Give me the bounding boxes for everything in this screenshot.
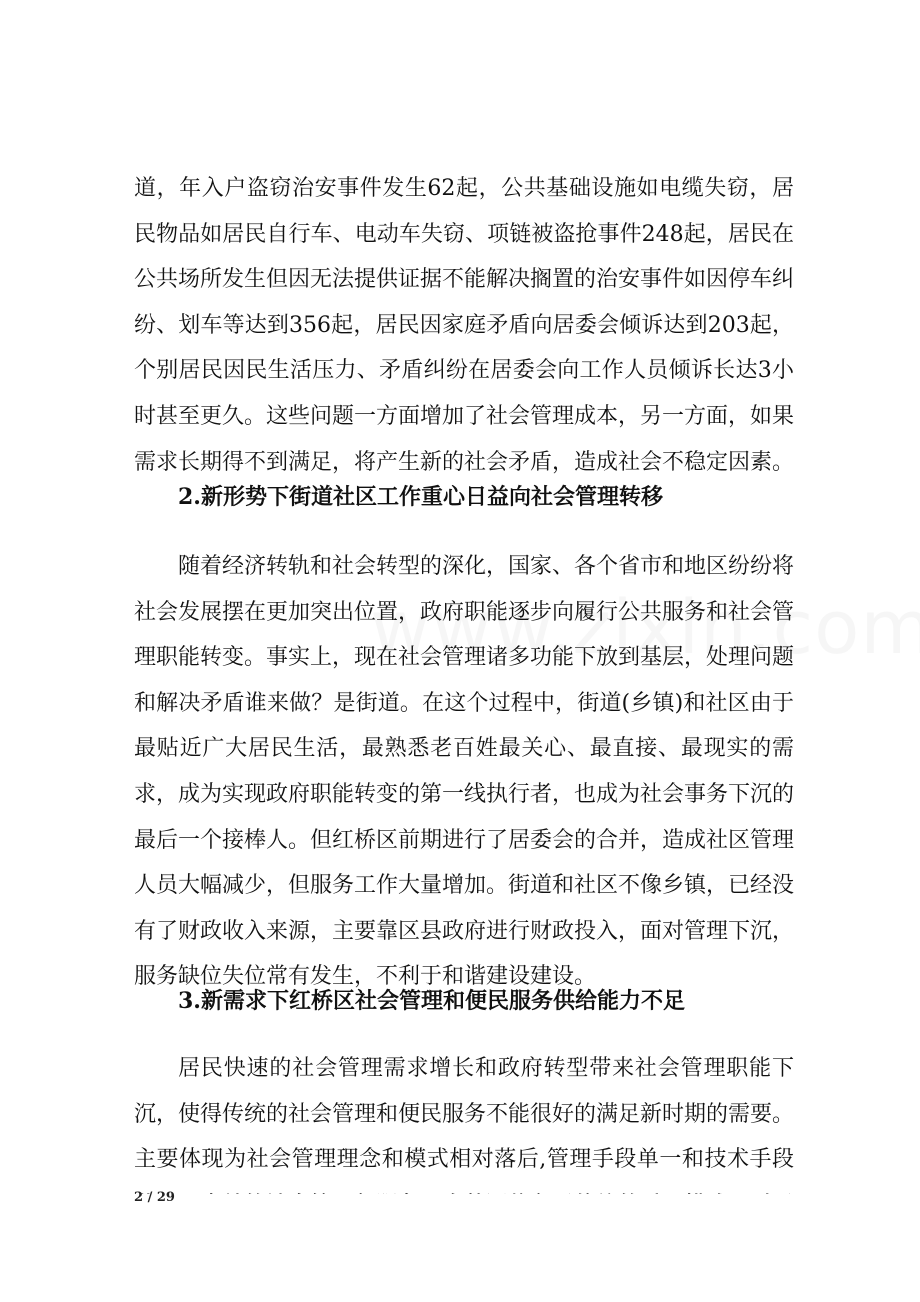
paragraph-text: 居民快速的社会管理需求增长和政府转型带来社会管理职能下沉，使得传统的社会管理和便民服务不能很好的满足新时期的需要。主要体现为社会管理理念和模式相对落后,管理手段单一和技术手段 (134, 1056, 794, 1173)
section-heading: 3.新需求下红桥区社会管理和便民服务供给能力不足 (178, 988, 685, 1014)
section-heading: 2.新形势下街道社区工作重心日益向社会管理转移 (178, 484, 663, 510)
body-paragraph (134, 1046, 794, 1194)
paragraph-text: 随着经济转轨和社会转型的深化，国家、各个省市和地区纷纷将社会发展摆在更加突出位置，政府职能逐步向履行公共服务和社会管理职能转变。事实上，现在社会管理诸多功能下放到基层，处理问题和解决矛盾谁来做？是街道。在这个过程中，街道(乡镇)和社区由于最贴近广大居民生活，最熟悉老百姓最关心、最直接、最现实的需求，成为实现政府职能转变的第一线执行者，也成为社会事务下沉的最后一个接棒人。但红桥区前期进行了居委会的合并，造成社区管理人员大幅减少，但服务工作大量增加。街道和社区不像乡镇，已经没有了财政收入来源，主要靠区县政府进行财政投入，面对管理下沉，服务缺位失位常有发生，不利于和谐建设建设。 (134, 554, 795, 990)
body-paragraph (134, 544, 794, 1000)
paragraph-text: 道，年入户盗窃治安事件发生62起，公共基础设施如电缆失窃，居民物品如居民自行车、电动车失窃、项链被盗抢事件248起，居民在公共场所发生但因无法提供证据不能解决搁置的治安事件如因停车纠纷、划车等达到356起，居民因家庭矛盾向居委会倾诉达到203起，个别居民因民生活压力、矛盾纠纷在居委会向工作人员倾诉长达3小时甚至更久。这些问题一方面增加了社会管理成本，另一方面，如果需求长期得不到满足，将产生新的社会矛盾，造成社会不稳定因素。 (134, 176, 795, 475)
page-number: 2 / 29 (134, 1190, 175, 1205)
body-paragraph (134, 166, 794, 485)
